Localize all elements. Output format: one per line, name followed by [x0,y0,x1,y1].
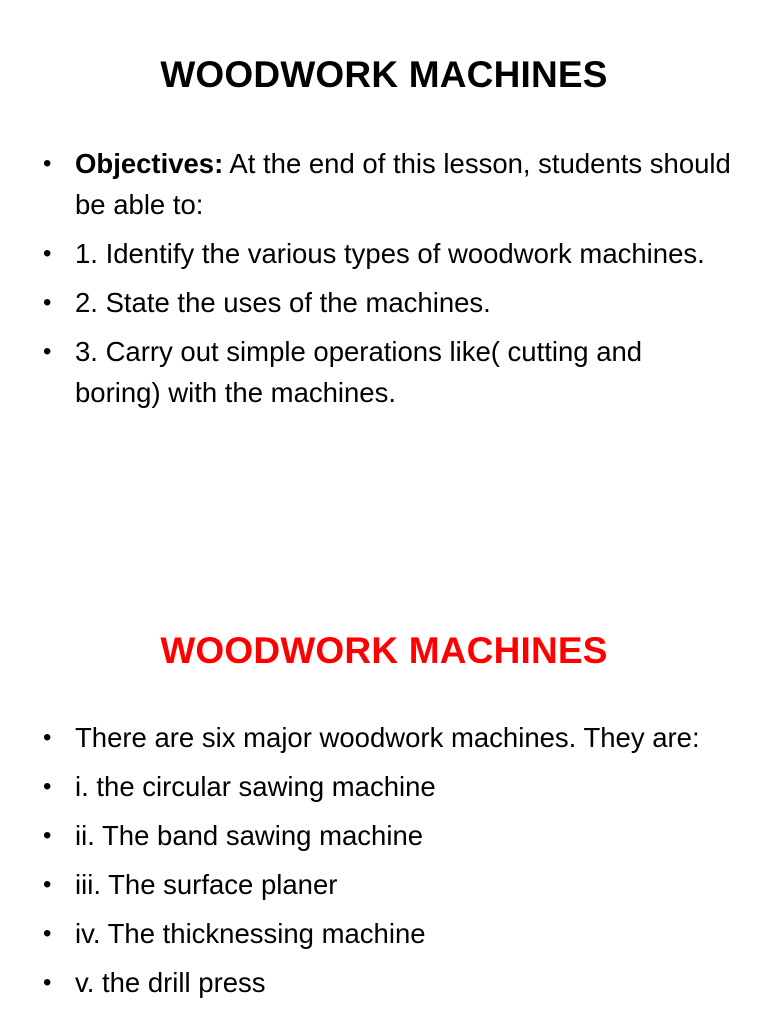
bullet-icon: • [43,822,52,849]
bullet-icon: • [43,338,52,365]
objectives-label: Objectives: [75,148,224,179]
list-item [43,864,733,905]
list-item [43,331,733,413]
list-item [43,913,733,954]
list-item-text: iv. The thicknessing machine [75,918,426,949]
list-item-text: i. the circular sawing machine [75,771,436,802]
bullet-icon: • [43,289,52,316]
bullet-icon: • [43,150,52,177]
list-item-text: 2. State the uses of the machines. [75,287,491,318]
bullet-icon: • [43,871,52,898]
slide-machines [0,512,768,1024]
slide-title: WOODWORK MACHINES [160,54,608,95]
list-item-text: 1. Identify the various types of woodwork machines. [75,238,705,269]
bullet-icon: • [43,773,52,800]
list-item [43,766,733,807]
list-item [43,717,733,758]
slide-title-red: WOODWORK MACHINES [160,630,608,671]
list-item [43,962,733,1003]
bullet-icon: • [43,240,52,267]
machines-list [43,717,733,1011]
list-item-text: At the end of this lesson, students should be able to: [75,148,731,220]
list-item-text: iii. The surface planer [75,869,338,900]
list-item-text: 3. Carry out simple operations like( cutting and boring) with the machines. [75,336,643,408]
bullet-icon: • [43,920,52,947]
objectives-list [43,143,733,421]
bullet-icon: • [43,969,52,996]
list-item [43,815,733,856]
bullet-icon: • [43,724,52,751]
list-item [43,282,733,323]
list-item-text: ii. The band sawing machine [75,820,424,851]
list-item-text: v. the drill press [75,967,266,998]
list-item [43,143,733,225]
list-item [43,233,733,274]
list-item-text: There are six major woodwork machines. They are: [75,722,700,753]
